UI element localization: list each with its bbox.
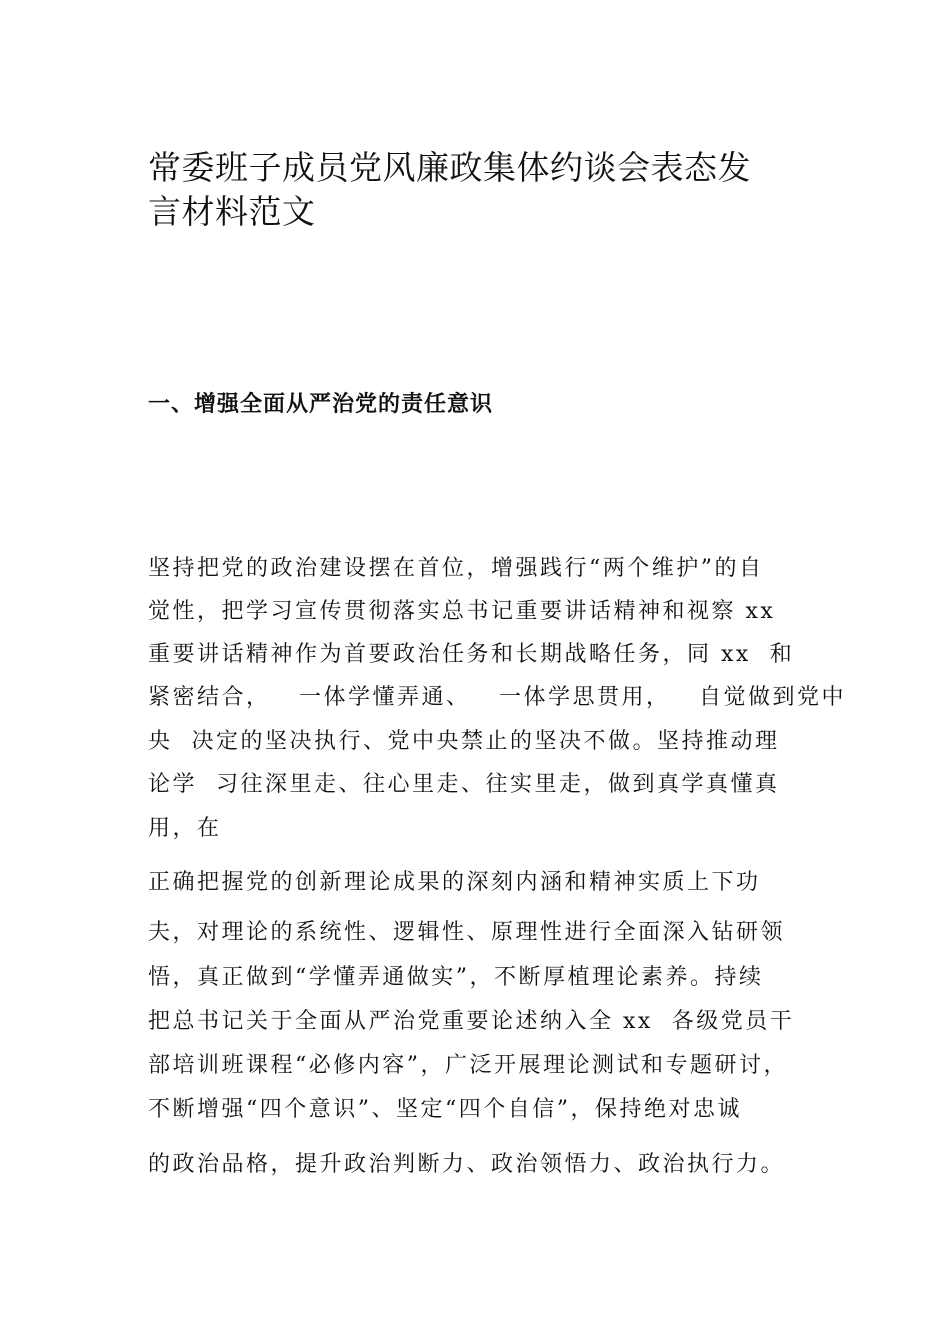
paragraph-2-line: 悟，真正做到“学懂弄通做实”，不断厚植理论素养。持续 — [148, 965, 764, 990]
paragraph-1-line: 用，在 — [148, 816, 222, 841]
paragraph-1-line: 央 决定的坚决执行、党中央禁止的坚决不做。坚持推动理 — [148, 729, 780, 754]
paragraph-2-line: 部培训班课程“必修内容”，广泛开展理论测试和专题研讨， — [148, 1053, 788, 1078]
paragraph-2-line: 把总书记关于全面从严治党重要论述纳入全 xx 各级党员干 — [148, 1009, 795, 1034]
paragraph-2-line: 不断增强“四个意识”、坚定“四个自信”，保持绝对忠诚 — [148, 1097, 742, 1122]
paragraph-1-line: 觉性，把学习宣传贯彻落实总书记重要讲话精神和视察 xx — [148, 599, 776, 624]
paragraph-2-line: 的政治品格，提升政治判断力、政治领悟力、政治执行力。 — [148, 1152, 786, 1177]
paragraph-2-line: 正确把握党的创新理论成果的深刻内涵和精神实质上下功 — [148, 870, 761, 895]
paragraph-1-line: 坚持把党的政治建设摆在首位，增强践行“两个维护”的自 — [148, 556, 764, 581]
document-title — [148, 146, 808, 234]
paragraph-1-line: 紧密结合， 一体学懂弄通、 一体学思贯用， 自觉做到党中 — [148, 685, 846, 710]
title-line-1: 常委班子成员党风廉政集体约谈会表态发 — [148, 148, 751, 187]
title-line-2: 言材料范文 — [148, 192, 316, 231]
paragraph-1-line: 论学 习往深里走、往心里走、往实里走，做到真学真懂真 — [148, 772, 780, 797]
paragraph-1-line: 重要讲话精神作为首要政治任务和长期战略任务，同 xx 和 — [148, 642, 795, 667]
paragraph-2-line: 夫，对理论的系统性、逻辑性、原理性进行全面深入钻研领 — [148, 920, 786, 945]
section-heading: 一、增强全面从严治党的责任意识 — [148, 391, 494, 417]
